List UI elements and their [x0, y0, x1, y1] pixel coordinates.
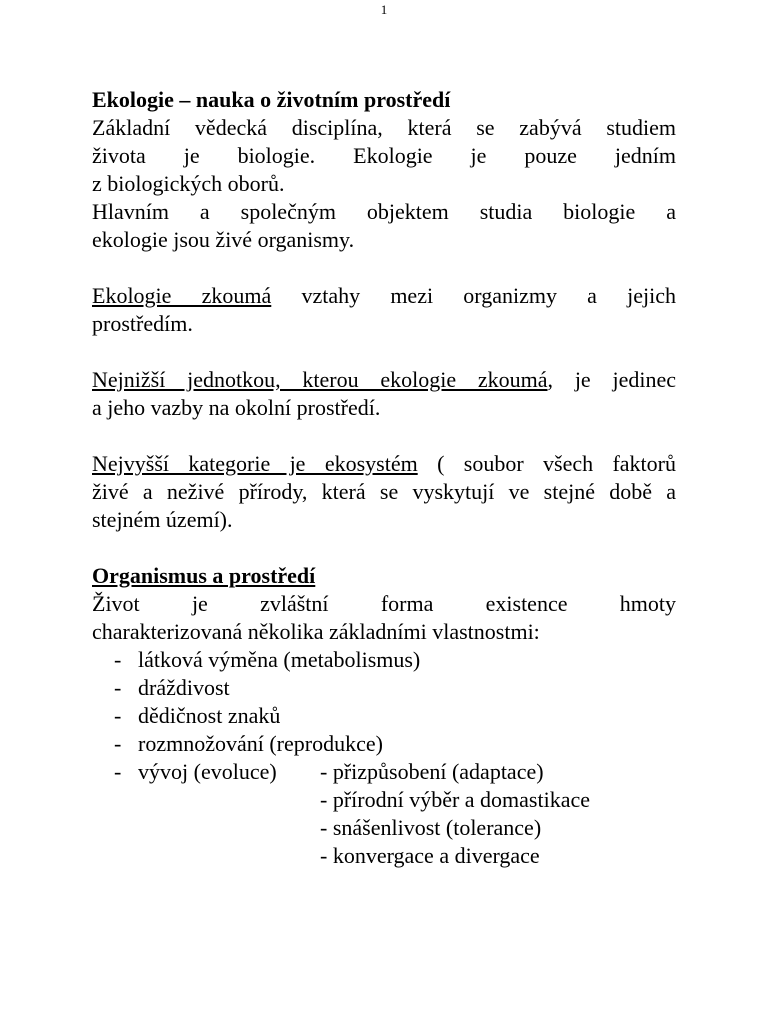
paragraph-biologie — [92, 114, 676, 198]
paragraph-line: stejném území). — [92, 507, 233, 532]
spacer — [92, 534, 676, 562]
sub-list-item: - snášenlivost (tolerance) — [320, 815, 542, 840]
list-dash: - — [114, 675, 122, 700]
paragraph-line: živé a neživé přírody, která se vyskytují ve stejné době a — [92, 479, 676, 504]
list-item — [92, 730, 676, 758]
paragraph-line — [92, 366, 676, 394]
paragraph-line: a jeho vazby na okolní prostředí. — [92, 395, 381, 420]
evolution-sub-list — [92, 786, 676, 870]
paragraph-text: vztahy mezi organizmy a jejich — [271, 283, 676, 308]
list-dash: - — [114, 647, 122, 672]
section-heading-ekologie: Ekologie – nauka o životním prostředí — [92, 87, 451, 112]
list-dash: - — [114, 703, 122, 728]
underlined-term: Nejvyšší kategorie je ekosystém — [92, 451, 418, 476]
spacer — [92, 422, 676, 450]
paragraph-line: Základní vědecká disciplína, která se zabývá studiem — [92, 115, 676, 140]
paragraph-line — [92, 282, 676, 310]
underlined-term: Nejnižší jednotkou, kterou ekologie zkoumá — [92, 367, 548, 392]
spacer — [92, 338, 676, 366]
paragraph-line: z biologických oborů. — [92, 171, 285, 196]
paragraph-line: života je biologie. Ekologie je pouze jedním — [92, 143, 676, 168]
paragraph-text: , je jedinec — [547, 367, 676, 392]
section-heading-organismus: Organismus a prostředí — [92, 563, 316, 588]
paragraph-zivot — [92, 590, 676, 646]
document-body — [92, 86, 676, 870]
list-item — [92, 674, 676, 702]
paragraph-nejvyssi-kategorie — [92, 450, 676, 534]
list-item — [92, 702, 676, 730]
paragraph-line: Hlavním a společným objektem studia biologie a — [92, 199, 676, 224]
paragraph-organismy — [92, 198, 676, 254]
sub-list-line — [92, 786, 676, 814]
sub-list-line — [92, 814, 676, 842]
list-dash: - — [114, 759, 122, 784]
list-item-text: dědičnost znaků — [138, 703, 281, 728]
properties-list — [92, 646, 676, 786]
page-number: 1 — [380, 2, 388, 17]
underlined-term: Ekologie zkoumá — [92, 283, 272, 308]
spacer — [92, 254, 676, 282]
list-item — [92, 646, 676, 674]
sub-list-line — [92, 842, 676, 870]
list-item-text: látková výměna (metabolismus) — [138, 647, 421, 672]
list-item-text: vývoj (evoluce) — [138, 759, 277, 784]
paragraph-ekologie-zkouma — [92, 282, 676, 338]
list-item-text: dráždivost — [138, 675, 230, 700]
paragraph-nejnizsi-jednotka — [92, 366, 676, 422]
sub-list-item: - přizpůsobení (adaptace) — [320, 759, 544, 784]
sub-list-item: - přírodní výběr a domastikace — [320, 787, 591, 812]
paragraph-line: prostředím. — [92, 311, 193, 336]
paragraph-line: charakterizovaná několika základními vlastnostmi: — [92, 619, 540, 644]
paragraph-line: ekologie jsou živé organismy. — [92, 227, 355, 252]
sub-list-item: - konvergace a divergace — [320, 843, 540, 868]
list-item — [92, 758, 676, 786]
list-dash: - — [114, 731, 122, 756]
list-item-text: rozmnožování (reprodukce) — [138, 731, 383, 756]
paragraph-line: Život je zvláštní forma existence hmoty — [92, 591, 676, 616]
paragraph-text: ( soubor všech faktorů — [417, 451, 676, 476]
paragraph-line — [92, 450, 676, 478]
